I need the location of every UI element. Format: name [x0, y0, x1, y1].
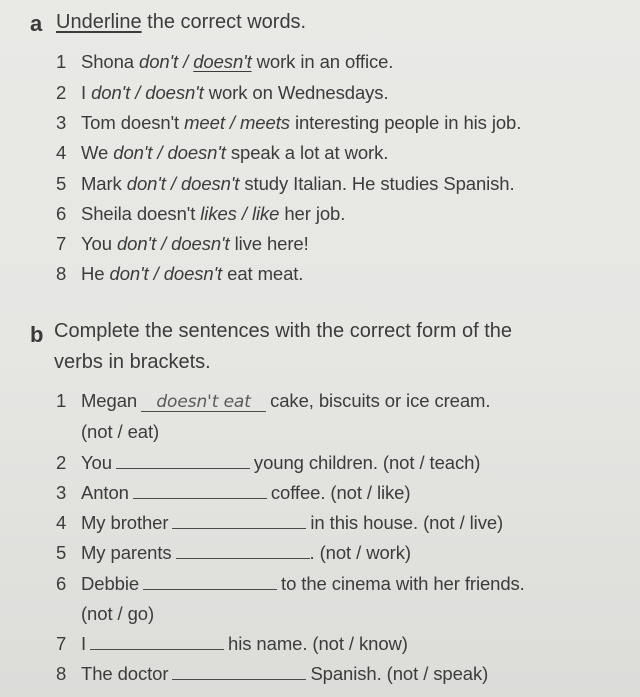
item-prefix: He — [81, 263, 105, 284]
answer-blank[interactable] — [90, 633, 224, 650]
item-number: 2 — [56, 82, 67, 103]
item-prefix: Debbie — [81, 573, 140, 594]
answer-blank[interactable] — [133, 482, 267, 499]
item-prefix: Mark — [81, 173, 122, 194]
item-prefix: You — [81, 452, 112, 473]
option-2[interactable]: doesn't — [171, 233, 230, 254]
b-item-6 — [56, 573, 525, 595]
item-suffix: her job. — [284, 203, 346, 224]
option-separator: / — [135, 82, 141, 103]
option-1[interactable]: don't — [116, 233, 157, 254]
item-number: 6 — [56, 203, 67, 224]
answer-blank[interactable] — [172, 512, 306, 529]
option-1[interactable]: don't — [113, 142, 153, 163]
item-prefix: My parents — [81, 542, 172, 563]
item-suffix: speak a lot at work. — [230, 142, 389, 163]
item-prefix: Megan — [81, 390, 138, 411]
item-number: 8 — [56, 263, 67, 284]
item-suffix: interesting people in his job. — [294, 112, 522, 133]
section-b-letter: b — [30, 322, 44, 347]
item-suffix: his name. (not / know) — [228, 633, 408, 654]
option-1[interactable]: don't — [139, 51, 179, 72]
heading-underlined-word: Underline — [56, 11, 142, 33]
item-number: 1 — [56, 390, 67, 411]
item-suffix: cake, biscuits or ice cream. — [270, 390, 491, 411]
item-number: 4 — [56, 512, 67, 533]
heading-line-2: verbs in brackets. — [54, 351, 211, 373]
b-item-2 — [56, 452, 480, 474]
option-1[interactable]: don't — [126, 173, 166, 194]
section-b-heading — [54, 316, 624, 378]
b-item-6-continuation: (not / go) — [81, 603, 155, 624]
option-2[interactable]: doesn't — [163, 263, 223, 284]
answer-blank[interactable] — [172, 663, 306, 680]
item-suffix: live here! — [234, 233, 309, 254]
a-item-3 — [56, 112, 521, 134]
item-prefix: The doctor — [81, 663, 169, 684]
item-suffix: eat meat. — [227, 263, 304, 284]
b-item-5 — [56, 542, 411, 564]
item-prefix: Sheila doesn't — [81, 203, 196, 224]
item-suffix: in this house. (not / live) — [310, 512, 504, 533]
a-item-7 — [56, 233, 309, 255]
option-1[interactable]: likes — [200, 203, 237, 224]
item-prefix: You — [81, 233, 112, 254]
section-a-letter: a — [30, 11, 43, 36]
b-item-1 — [56, 390, 490, 412]
option-2[interactable]: meets — [240, 112, 290, 133]
item-number: 6 — [56, 573, 67, 594]
option-1[interactable]: don't — [91, 82, 131, 103]
b-item-8 — [56, 663, 488, 685]
item-suffix: to the cinema with her friends. — [281, 573, 525, 594]
option-separator: / — [183, 51, 189, 72]
item-number: 7 — [56, 233, 67, 254]
item-number: 3 — [56, 482, 67, 503]
item-prefix: Shona — [81, 51, 134, 72]
heading-rest: the correct words. — [147, 11, 307, 33]
option-2[interactable]: like — [251, 203, 280, 224]
item-suffix: work in an office. — [256, 51, 394, 72]
option-separator: / — [229, 112, 235, 133]
option-separator: / — [157, 142, 163, 163]
item-number: 5 — [56, 173, 67, 194]
b-item-3 — [56, 482, 410, 504]
item-number: 3 — [56, 112, 67, 133]
answer-blank[interactable] — [176, 542, 310, 559]
item-prefix: Tom doesn't — [81, 112, 180, 133]
item-number: 5 — [56, 542, 67, 563]
answer-blank[interactable] — [116, 452, 250, 469]
item-number: 1 — [56, 51, 67, 72]
a-item-4 — [56, 142, 388, 164]
handwritten-answer[interactable]: doesn't eat — [141, 393, 266, 412]
item-prefix: We — [81, 142, 109, 163]
b-item-7 — [56, 633, 408, 655]
a-item-8 — [56, 263, 303, 285]
b-item-1-continuation: (not / eat) — [81, 421, 160, 442]
a-item-1 — [56, 51, 393, 73]
option-separator: / — [153, 263, 159, 284]
option-1[interactable]: meet — [184, 112, 225, 133]
a-item-5 — [56, 173, 515, 195]
option-2[interactable]: doesn't — [167, 142, 226, 163]
item-suffix: young children. (not / teach) — [253, 452, 481, 473]
item-suffix: study Italian. He studies Spanish. — [244, 173, 515, 194]
heading-line-1: Complete the sentences with the correct form of the — [54, 320, 512, 342]
b-item-4 — [56, 512, 503, 534]
item-number: 4 — [56, 142, 67, 163]
option-separator: / — [161, 233, 167, 254]
item-suffix: work on Wednesdays. — [208, 82, 389, 103]
a-item-2 — [56, 82, 389, 104]
item-prefix: My brother — [81, 512, 169, 533]
option-separator: / — [170, 173, 176, 194]
item-suffix: . (not / work) — [309, 542, 411, 563]
item-prefix: Anton — [81, 482, 129, 503]
option-separator: / — [241, 203, 247, 224]
a-item-6 — [56, 203, 345, 225]
item-suffix: Spanish. (not / speak) — [310, 663, 489, 684]
option-2[interactable]: doesn't — [145, 82, 204, 103]
option-2-underlined[interactable]: doesn't — [193, 51, 252, 72]
option-1[interactable]: don't — [109, 263, 149, 284]
item-suffix: coffee. (not / like) — [270, 482, 411, 503]
answer-blank[interactable] — [143, 573, 277, 590]
item-number: 7 — [56, 633, 67, 654]
option-2[interactable]: doesn't — [180, 173, 240, 194]
item-number: 8 — [56, 663, 67, 684]
item-number: 2 — [56, 452, 67, 473]
item-prefix: I — [81, 82, 87, 103]
section-a-heading — [56, 7, 306, 38]
item-prefix: I — [81, 633, 87, 654]
